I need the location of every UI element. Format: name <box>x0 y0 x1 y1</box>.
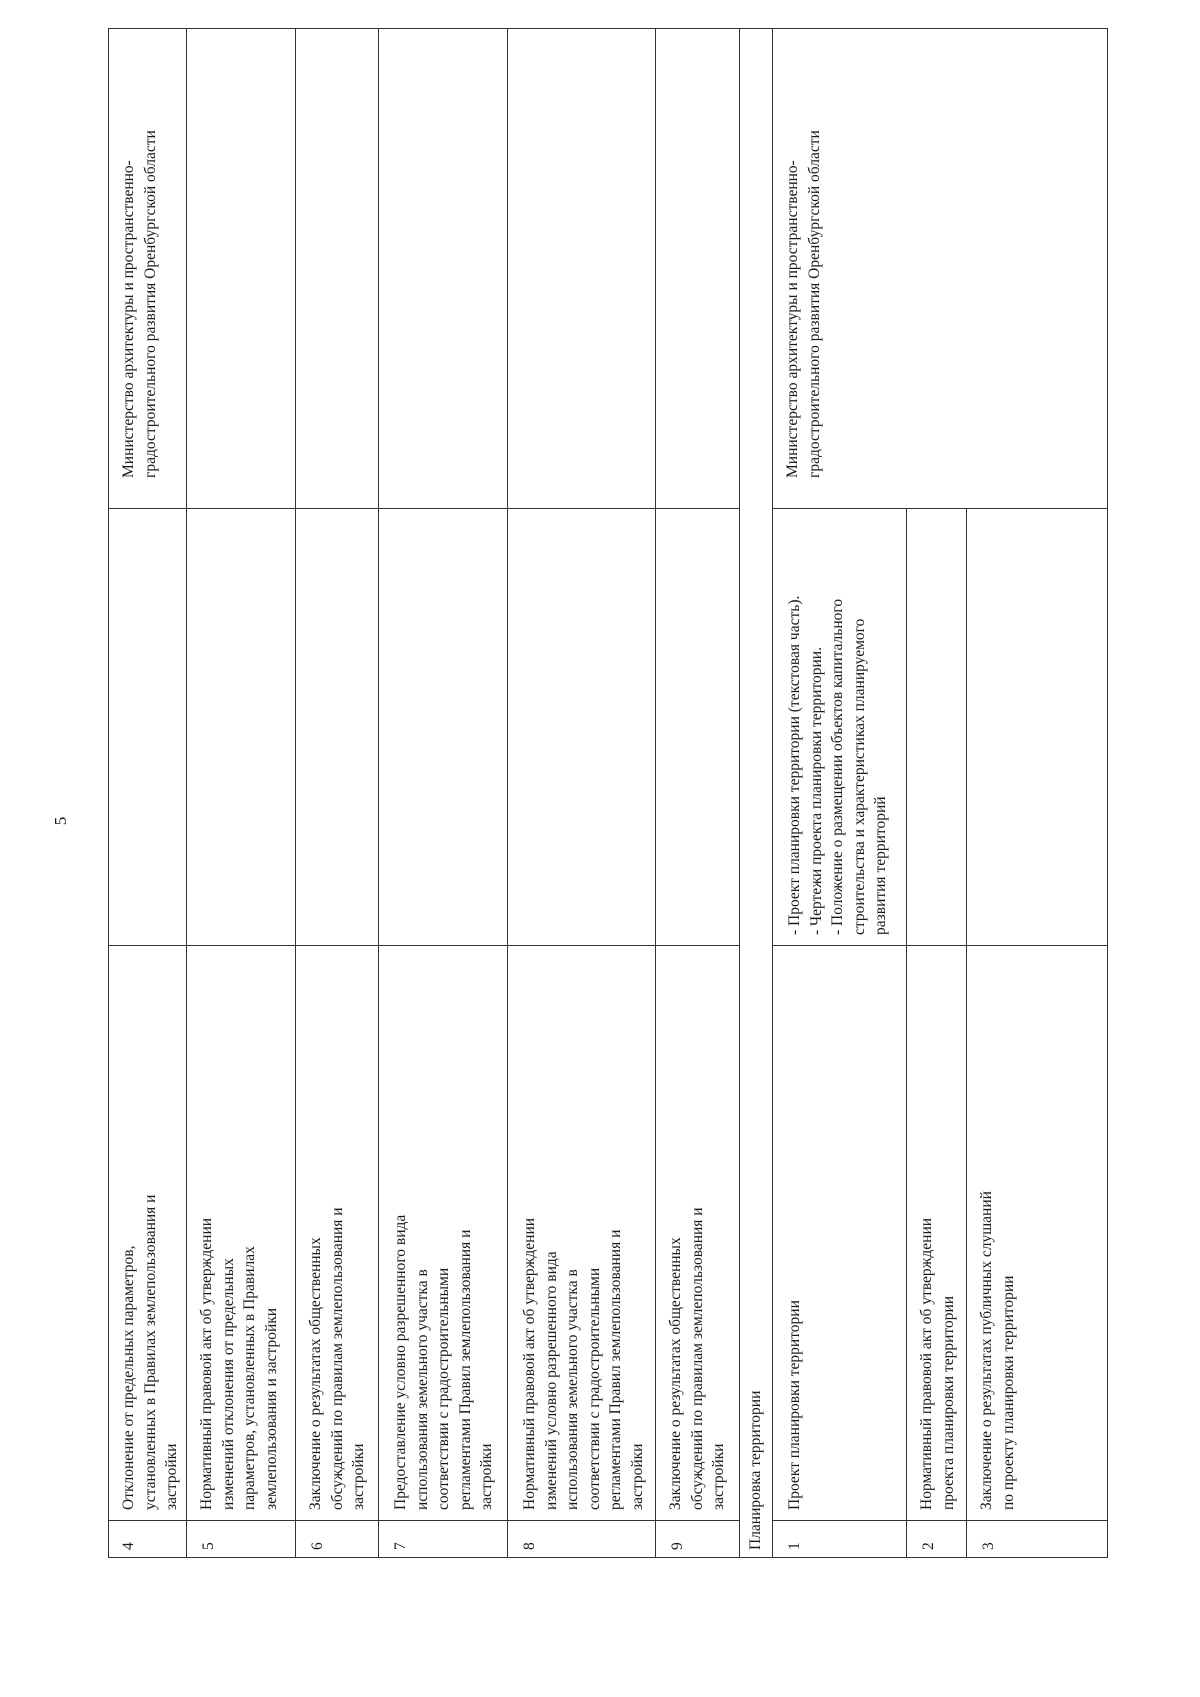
row-number: 9 <box>669 1542 686 1550</box>
responsible-authority-cell <box>772 28 1108 508</box>
row-content: - Проект планировки территории (текстовая часть). - Чертежи проекта планировки территории. - Положение о размещении объектов капитального строительства и характеристиках планируемого развития территорий <box>786 595 889 935</box>
row-number: 4 <box>120 1542 137 1550</box>
page-number: 5 <box>51 816 70 826</box>
row-document: Проект планировки территории <box>786 1300 803 1510</box>
row-number: 2 <box>920 1542 937 1550</box>
section-title: Планировка территории <box>747 1390 764 1550</box>
row-document: Заключение о результатах общественных обсуждений по правилам землепользования и застройки <box>307 1207 367 1510</box>
responsible-authority: Министерство архитектуры и пространственно- градостроительного развития Оренбургской области <box>784 130 823 478</box>
row-document: Отклонение от предельных параметров, установленных в Правилах землепользования и застройки <box>120 1194 180 1510</box>
row-number: 8 <box>521 1542 538 1550</box>
row-number: 7 <box>392 1542 409 1550</box>
row-number: 1 <box>786 1542 803 1550</box>
row-document: Заключение о результатах общественных обсуждений по правилам землепользования и застройки <box>667 1207 727 1510</box>
row-document: Нормативный правовой акт об утверждении изменений условно разрешенного вида использования земельного участка в соответствии с градостроительными регламентами Правил землепользования и застройки <box>521 1217 646 1510</box>
row-document: Нормативный правовой акт об утверждении изменений отклонения от предельных параметров, установленных в Правилах землепользования и застройки <box>198 1217 280 1510</box>
row-number: 3 <box>980 1542 997 1550</box>
row-document: Нормативный правовой акт об утверждении проекта планировки территории <box>918 1217 957 1510</box>
row-number: 6 <box>309 1542 326 1550</box>
row-document: Предоставление условно разрешенного вида использования земельного участка в соответствии с градостроительными регламентами Правил землепользования и застройки <box>392 1214 495 1510</box>
rotated-table <box>108 28 1108 1558</box>
responsible-authority: Министерство архитектуры и пространственно- градостроительного развития Оренбургской области <box>120 130 159 478</box>
row-document: Заключение о результатах публичных слушаний по проекту планировки территории <box>978 1191 1017 1510</box>
responsible-authority-cell <box>108 28 739 508</box>
row-number: 5 <box>200 1542 217 1550</box>
section-header <box>739 28 772 1558</box>
